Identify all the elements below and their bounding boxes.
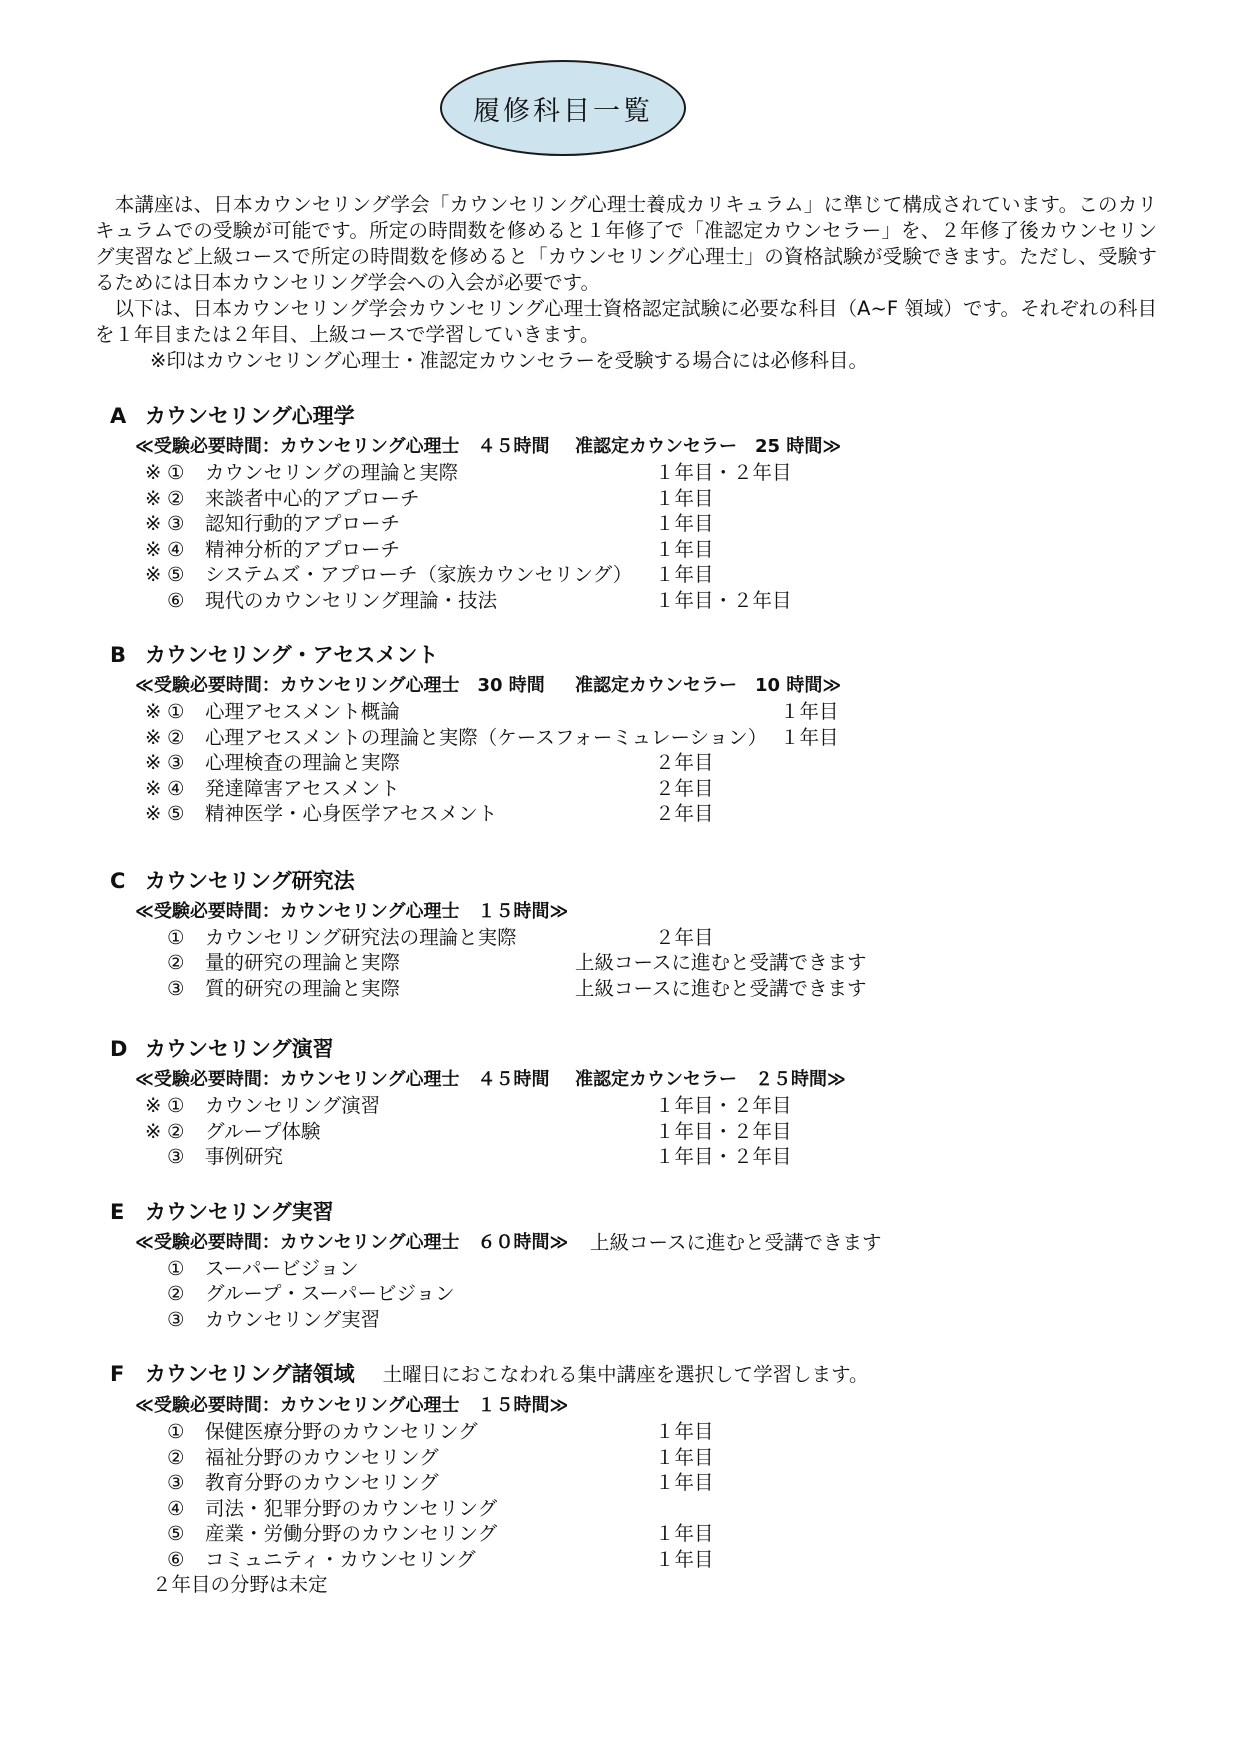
course-name: 事例研究 <box>205 1145 284 1168</box>
required-mark: ※ <box>145 700 162 723</box>
item-number: ② <box>167 1119 185 1143</box>
section-f <box>95 1360 1157 1598</box>
section-d <box>95 1035 1157 1170</box>
section-c <box>95 867 1157 1002</box>
course-name: 発達障害アセスメント <box>205 776 400 800</box>
intro-paragraphs <box>95 192 1157 374</box>
required-mark: ※ <box>145 512 162 535</box>
course-item <box>95 801 1157 827</box>
course-year: １年目 <box>655 1471 714 1494</box>
section-availability-note: 上級コースに進むと受講できます <box>590 1230 882 1254</box>
item-number: ⑤ <box>167 1522 185 1545</box>
item-number: ① <box>167 461 185 484</box>
required-mark: ※ <box>145 1119 162 1143</box>
item-number: ② <box>167 1282 185 1305</box>
section-b <box>95 641 1157 827</box>
section-e-heading <box>95 1198 1157 1226</box>
page-title-oval <box>440 60 686 156</box>
course-name: グループ・スーパービジョン <box>205 1282 455 1305</box>
course-item <box>95 1307 1157 1333</box>
required-hours-left: ≪受験必要時間：カウンセリング心理士 ４５時間 <box>135 1069 550 1090</box>
course-item <box>95 1281 1157 1307</box>
section-title: カウンセリング・アセスメント <box>145 643 439 667</box>
course-name: コミュニティ・カウンセリング <box>205 1547 476 1571</box>
section-e-items <box>95 1256 1157 1333</box>
section-c-items <box>95 925 1157 1002</box>
required-mark: ※ <box>145 563 162 586</box>
course-item <box>95 537 1157 563</box>
required-mark: ※ <box>145 725 162 749</box>
required-mark: ※ <box>145 537 162 561</box>
section-a-heading <box>95 402 1157 430</box>
course-item <box>95 1470 1157 1496</box>
section-letter: A <box>110 404 127 428</box>
item-number: ③ <box>167 1471 185 1494</box>
course-name: 量的研究の理論と実際 <box>205 951 401 974</box>
course-name: 保健医療分野のカウンセリング <box>205 1420 478 1443</box>
section-title: カウンセリング演習 <box>145 1037 334 1061</box>
required-mark: ※ <box>145 486 162 510</box>
course-name: 心理検査の理論と実際 <box>205 751 401 774</box>
required-hours-left: ≪受験必要時間：カウンセリング心理士 ６０時間≫ <box>135 1231 569 1253</box>
section-title: カウンセリング諸領域 <box>145 1362 355 1386</box>
course-name: 精神分析的アプローチ <box>205 537 401 561</box>
course-name: スーパービジョン <box>205 1256 359 1280</box>
item-number: ① <box>167 1256 185 1280</box>
course-item <box>95 511 1157 537</box>
item-number: ③ <box>167 1307 185 1331</box>
section-letter: E <box>110 1199 125 1224</box>
section-title: カウンセリング研究法 <box>145 868 355 893</box>
document-body <box>95 192 1157 1598</box>
item-number: ① <box>167 700 185 723</box>
item-number: ② <box>167 1445 185 1469</box>
course-name: 来談者中心的アプローチ <box>205 486 420 510</box>
course-year: １年目 <box>780 700 839 723</box>
course-item <box>95 1093 1157 1119</box>
course-year: １年目 <box>655 1445 714 1469</box>
section-f-heading <box>95 1360 1157 1389</box>
page-title: 履修科目一覧 <box>473 95 653 127</box>
course-year: １年目 <box>655 563 714 586</box>
item-number: ② <box>167 951 185 974</box>
course-year: １年目・２年目 <box>655 1119 792 1143</box>
course-name: カウンセリングの理論と実際 <box>205 461 459 484</box>
course-year: １年目 <box>780 725 839 749</box>
section-c-required-hours <box>95 899 1157 924</box>
section-title: カウンセリング実習 <box>145 1199 334 1224</box>
item-number: ③ <box>167 512 185 535</box>
course-year: １年目 <box>655 1547 714 1571</box>
course-item <box>95 1419 1157 1445</box>
course-item <box>95 1445 1157 1471</box>
section-letter: F <box>110 1362 125 1386</box>
item-number: ① <box>167 1094 185 1117</box>
course-year: １年目 <box>655 512 714 535</box>
section-a-required-hours <box>95 434 1157 459</box>
course-item <box>95 486 1157 512</box>
course-name: 福祉分野のカウンセリング <box>205 1445 439 1469</box>
course-year: ２年目 <box>655 925 714 949</box>
item-number: ③ <box>167 751 185 774</box>
item-number: ⑥ <box>167 1547 185 1571</box>
item-number: ① <box>167 1420 185 1443</box>
section-d-items <box>95 1093 1157 1170</box>
course-name: 現代のカウンセリング理論・技法 <box>205 588 498 612</box>
section-title: カウンセリング心理学 <box>145 404 355 428</box>
item-number: ④ <box>167 776 185 800</box>
section-f-items <box>95 1419 1157 1572</box>
required-mark: ※ <box>145 461 162 484</box>
course-name: カウンセリング実習 <box>205 1307 381 1331</box>
course-name: システムズ・アプローチ（家族カウンセリング） <box>205 563 633 586</box>
course-name: 認知行動的アプローチ <box>205 512 401 535</box>
required-hours-left: ≪受験必要時間：カウンセリング心理士 １５時間≫ <box>135 1395 569 1416</box>
required-hours-right: 准認定カウンセラー 10 時間≫ <box>575 675 842 696</box>
item-number: ④ <box>167 1496 185 1520</box>
required-hours-right: 准認定カウンセラー 25 時間≫ <box>575 436 842 457</box>
course-item <box>95 976 1157 1002</box>
required-hours-left: ≪受験必要時間：カウンセリング心理士 １５時間≫ <box>135 900 569 922</box>
section-letter: C <box>110 868 126 893</box>
item-number: ③ <box>167 976 185 1000</box>
required-hours-left: ≪受験必要時間：カウンセリング心理士 ４５時間 <box>135 436 550 457</box>
course-year: ２年目 <box>655 751 714 774</box>
section-letter: B <box>110 643 127 667</box>
course-item <box>95 925 1157 951</box>
section-e <box>95 1198 1157 1333</box>
course-item <box>95 1144 1157 1170</box>
course-name: 精神医学・心身医学アセスメント <box>205 802 498 825</box>
section-b-heading <box>95 641 1157 669</box>
required-hours-right: 准認定カウンセラー ２５時間≫ <box>575 1069 846 1090</box>
course-name: 心理アセスメントの理論と実際（ケースフォーミュレーション） <box>205 725 768 749</box>
required-mark: ※ <box>145 751 162 774</box>
course-name: グループ体験 <box>205 1119 321 1143</box>
course-name: カウンセリング演習 <box>205 1094 381 1117</box>
item-number: ⑤ <box>167 802 185 825</box>
course-item <box>95 562 1157 588</box>
required-mark: ※ <box>145 802 162 825</box>
section-c-heading <box>95 867 1157 895</box>
course-year: １年目 <box>655 1420 714 1443</box>
intro-paragraph-2: 以下は、日本カウンセリング学会カウンセリング心理士資格認定試験に必要な科目（A~F 領域）です。それぞれの科目を１年目または２年目、上級コースで学習していきます。 <box>95 297 1157 346</box>
course-year: １年目・２年目 <box>655 461 792 484</box>
section-a-items <box>95 460 1157 613</box>
section-f-required-hours <box>95 1393 1157 1418</box>
course-item <box>95 460 1157 486</box>
course-year: １年目・２年目 <box>655 588 792 612</box>
item-number: ⑤ <box>167 563 185 586</box>
course-name: 産業・労働分野のカウンセリング <box>205 1522 498 1545</box>
course-item <box>95 588 1157 614</box>
course-year: １年目・２年目 <box>655 1094 792 1117</box>
course-availability-note: 上級コースに進むと受講できます <box>575 976 867 1000</box>
course-item <box>95 725 1157 751</box>
intro-paragraph-1: 本講座は、日本カウンセリング学会「カウンセリング心理士養成カリキュラム」に準じて構成されています。このカリキュラムでの受験が可能です。所定の時間数を修めると１年修了で「准認定カウンセラー」を、２年修了後カウンセリング実習など上級コースで所定の時間数を修めると「カウンセリング心理士」の資格試験が受験できます。ただし、受験するためには日本カウンセリング学会への入会が必要です。 <box>95 193 1157 294</box>
section-d-required-hours <box>95 1067 1157 1092</box>
required-mark: ※ <box>145 776 162 800</box>
course-year: １年目・２年目 <box>655 1145 792 1168</box>
course-name: 教育分野のカウンセリング <box>205 1471 439 1494</box>
item-number: ⑥ <box>167 588 185 612</box>
required-mark: ※ <box>145 1094 162 1117</box>
item-number: ④ <box>167 537 185 561</box>
section-f-footer-note: ２年目の分野は未定 <box>152 1573 328 1596</box>
intro-note-required-subjects: ※印はカウンセリング心理士・准認定カウンセラーを受験する場合には必修科目。 <box>150 349 868 372</box>
section-b-required-hours <box>95 673 1157 698</box>
course-item <box>95 750 1157 776</box>
course-year: ２年目 <box>655 802 714 825</box>
course-item <box>95 1256 1157 1282</box>
item-number: ② <box>167 486 185 510</box>
required-hours-left: ≪受験必要時間：カウンセリング心理士 30 時間 <box>135 675 545 696</box>
course-year: １年目 <box>655 1522 714 1545</box>
item-number: ② <box>167 725 185 749</box>
item-number: ③ <box>167 1145 185 1168</box>
course-item <box>95 1496 1157 1522</box>
course-item <box>95 950 1157 976</box>
course-availability-note: 上級コースに進むと受講できます <box>575 951 867 974</box>
course-name: 心理アセスメント概論 <box>205 700 400 723</box>
course-name: 司法・犯罪分野のカウンセリング <box>205 1496 498 1520</box>
course-name: カウンセリング研究法の理論と実際 <box>205 925 517 949</box>
section-a <box>95 402 1157 613</box>
course-item <box>95 1521 1157 1547</box>
section-d-heading <box>95 1035 1157 1063</box>
section-letter: D <box>110 1037 128 1061</box>
course-item <box>95 699 1157 725</box>
course-year: ２年目 <box>655 776 714 800</box>
course-year: １年目 <box>655 537 714 561</box>
course-name: 質的研究の理論と実際 <box>205 976 401 1000</box>
section-e-required-hours <box>95 1230 1157 1255</box>
item-number: ① <box>167 925 185 949</box>
course-item <box>95 1119 1157 1145</box>
course-year: １年目 <box>655 486 714 510</box>
course-item <box>95 776 1157 802</box>
section-title-note: 土曜日におこなわれる集中講座を選択して学習します。 <box>382 1363 869 1386</box>
course-item <box>95 1547 1157 1573</box>
section-b-items <box>95 699 1157 827</box>
